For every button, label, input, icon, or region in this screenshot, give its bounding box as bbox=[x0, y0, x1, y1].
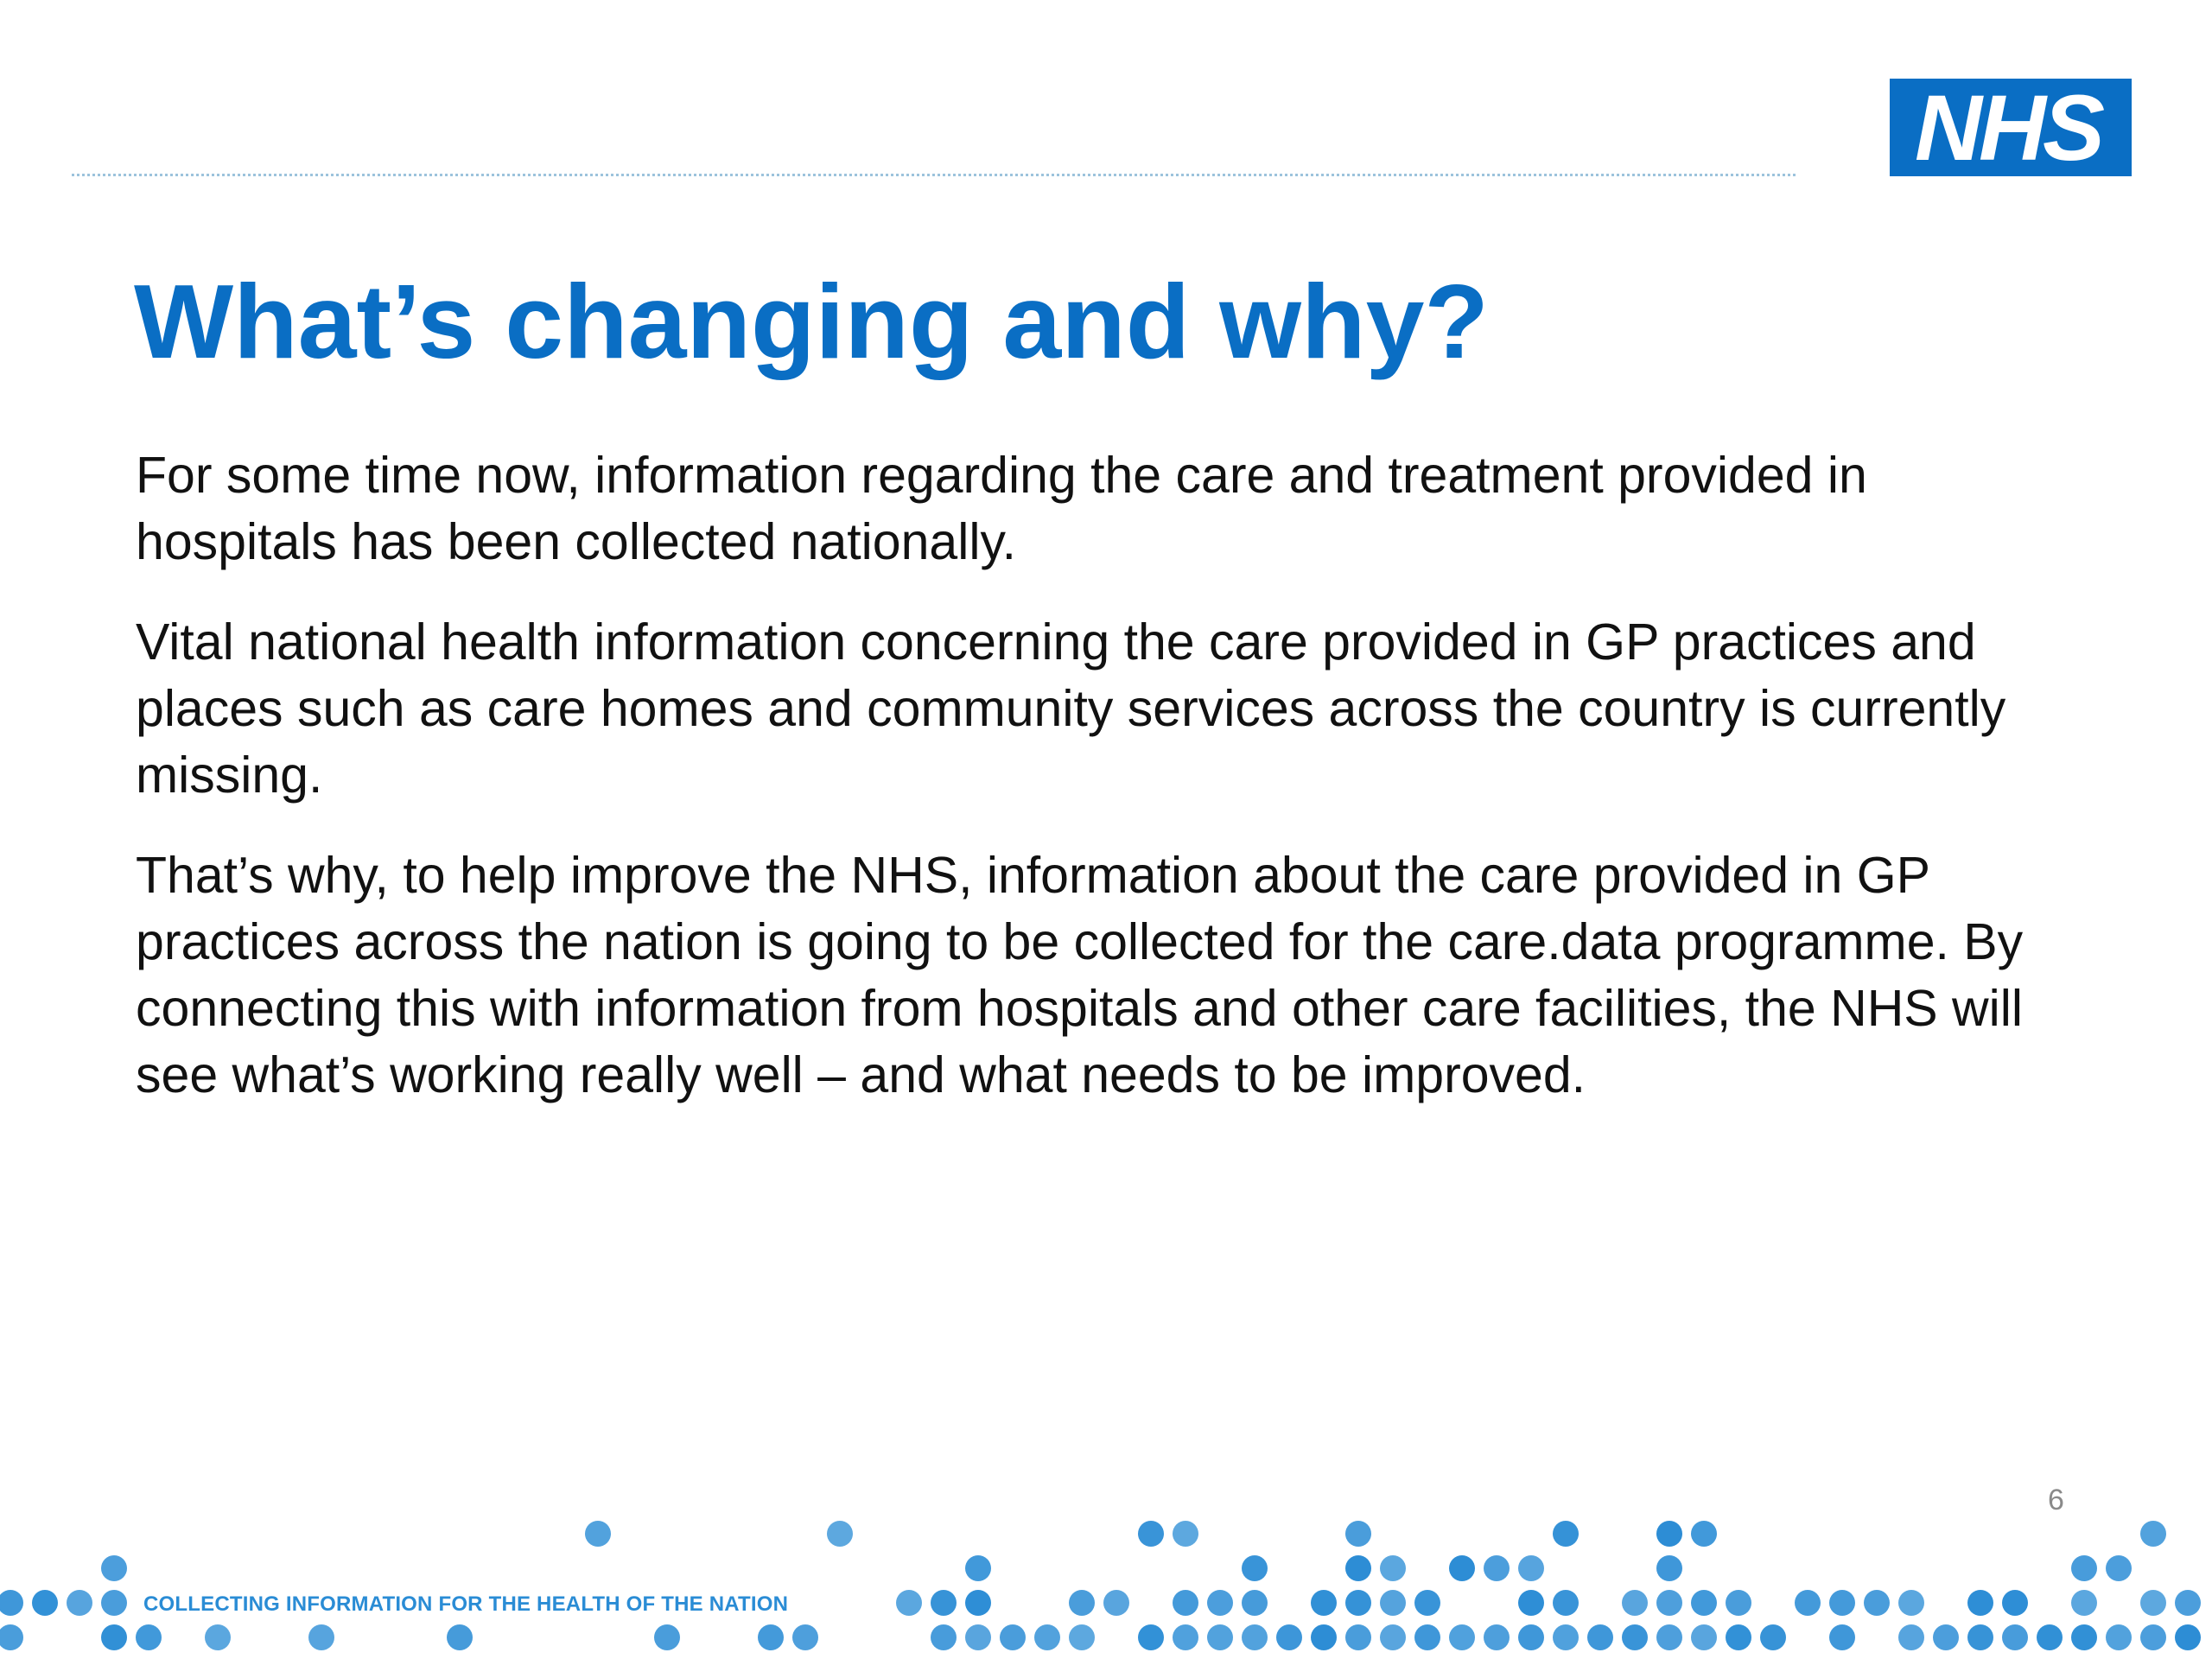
footer-dot bbox=[0, 1590, 23, 1616]
footer-dot bbox=[1345, 1590, 1371, 1616]
footer-dot bbox=[1967, 1590, 1993, 1616]
nhs-logo-text: NHS bbox=[1914, 74, 2102, 180]
footer-dot bbox=[1656, 1521, 1682, 1547]
footer-dot bbox=[1069, 1624, 1095, 1650]
footer-dot bbox=[2002, 1590, 2028, 1616]
footer-dot bbox=[1795, 1590, 1821, 1616]
footer-dot bbox=[1726, 1624, 1751, 1650]
footer-dot bbox=[2071, 1555, 2097, 1581]
footer-dot bbox=[1345, 1624, 1371, 1650]
footer-dot bbox=[1449, 1555, 1475, 1581]
slide-title: What’s changing and why? bbox=[134, 263, 1489, 380]
header-divider bbox=[72, 174, 1796, 176]
footer-dot bbox=[931, 1590, 957, 1616]
footer-dot bbox=[1380, 1590, 1406, 1616]
footer-dot bbox=[931, 1624, 957, 1650]
footer-dot bbox=[308, 1624, 334, 1650]
footer-dot bbox=[585, 1521, 611, 1547]
footer-dot bbox=[1760, 1624, 1786, 1650]
footer-dot bbox=[2140, 1521, 2166, 1547]
footer-dot bbox=[1242, 1555, 1268, 1581]
footer-dot bbox=[2071, 1624, 2097, 1650]
footer-dot bbox=[1311, 1624, 1337, 1650]
footer-dot bbox=[1933, 1624, 1959, 1650]
footer-dot bbox=[758, 1624, 784, 1650]
paragraph-2: Vital national health information concerning the care provided in GP practices and places such as care homes and community services across the country is currently missing. bbox=[136, 613, 2006, 804]
footer-dot bbox=[0, 1624, 23, 1650]
footer-dot bbox=[1103, 1590, 1129, 1616]
footer-dot bbox=[1484, 1555, 1510, 1581]
footer-dot bbox=[1138, 1624, 1164, 1650]
footer-dot bbox=[827, 1521, 853, 1547]
footer-dot bbox=[1311, 1590, 1337, 1616]
footer-dot bbox=[792, 1624, 818, 1650]
footer-dot bbox=[1276, 1624, 1302, 1650]
footer-dot bbox=[896, 1590, 922, 1616]
footer-dot bbox=[1173, 1521, 1198, 1547]
footer-dot bbox=[32, 1590, 58, 1616]
footer-dot bbox=[1345, 1555, 1371, 1581]
footer-dot bbox=[1380, 1555, 1406, 1581]
footer-dot bbox=[1518, 1590, 1544, 1616]
footer-dot bbox=[2140, 1624, 2166, 1650]
footer-dot bbox=[1069, 1590, 1095, 1616]
footer-dot bbox=[1622, 1590, 1648, 1616]
footer-dot bbox=[205, 1624, 231, 1650]
footer-dot bbox=[2037, 1624, 2063, 1650]
footer-dot bbox=[1000, 1624, 1026, 1650]
footer-dot bbox=[1207, 1590, 1233, 1616]
footer-dot bbox=[965, 1555, 991, 1581]
footer-dot bbox=[136, 1624, 162, 1650]
footer-dot bbox=[447, 1624, 473, 1650]
footer-dot bbox=[2175, 1590, 2201, 1616]
footer-dot bbox=[1242, 1590, 1268, 1616]
footer-dot bbox=[1380, 1624, 1406, 1650]
footer-dot bbox=[1829, 1624, 1855, 1650]
footer-dot bbox=[1518, 1624, 1544, 1650]
footer-dot bbox=[1691, 1521, 1717, 1547]
footer-dot bbox=[1207, 1624, 1233, 1650]
footer-dot bbox=[1449, 1624, 1475, 1650]
footer-dot bbox=[1898, 1624, 1924, 1650]
footer-dot bbox=[1484, 1624, 1510, 1650]
footer-dot bbox=[1656, 1624, 1682, 1650]
footer-dot bbox=[2002, 1624, 2028, 1650]
footer-dot bbox=[2106, 1624, 2132, 1650]
footer-dot bbox=[1138, 1521, 1164, 1547]
footer-dot bbox=[1414, 1590, 1440, 1616]
footer-dot bbox=[1553, 1624, 1579, 1650]
footer-tagline: COLLECTING INFORMATION FOR THE HEALTH OF THE NATION bbox=[143, 1592, 789, 1616]
footer-dot bbox=[2106, 1555, 2132, 1581]
footer-dot bbox=[965, 1590, 991, 1616]
footer-dot bbox=[1242, 1624, 1268, 1650]
footer-dot bbox=[1726, 1590, 1751, 1616]
footer-dot bbox=[1553, 1590, 1579, 1616]
footer-dot bbox=[1691, 1624, 1717, 1650]
footer-dot bbox=[1587, 1624, 1613, 1650]
footer-dot bbox=[1967, 1624, 1993, 1650]
footer-dot bbox=[101, 1555, 127, 1581]
footer-dot bbox=[101, 1624, 127, 1650]
footer-dot-pattern bbox=[0, 1503, 2212, 1659]
page-number: 6 bbox=[2048, 1484, 2064, 1516]
footer-dot bbox=[2071, 1590, 2097, 1616]
footer-dot bbox=[1898, 1590, 1924, 1616]
footer-dot bbox=[2140, 1590, 2166, 1616]
footer-dot bbox=[67, 1590, 92, 1616]
paragraph-3: That’s why, to help improve the NHS, information about the care provided in GP practices across the nation is going to be collected for the care.data programme. By connecting this with information from hospitals and other care facilities, the NHS will see what’s working really well – and what needs to be improved. bbox=[136, 847, 2024, 1103]
footer-dot bbox=[1656, 1590, 1682, 1616]
footer-dot bbox=[1553, 1521, 1579, 1547]
footer-dot bbox=[1656, 1555, 1682, 1581]
footer-dot bbox=[2175, 1624, 2201, 1650]
footer-dot bbox=[1414, 1624, 1440, 1650]
footer-dot bbox=[1345, 1521, 1371, 1547]
footer-dot bbox=[1829, 1590, 1855, 1616]
footer-dot bbox=[1622, 1624, 1648, 1650]
footer-dot bbox=[1034, 1624, 1060, 1650]
slide-body bbox=[136, 442, 2071, 1142]
footer-dot bbox=[1691, 1590, 1717, 1616]
paragraph-1: For some time now, information regarding the care and treatment provided in hospitals has been collected nationally. bbox=[136, 447, 1867, 570]
footer-dot bbox=[965, 1624, 991, 1650]
footer-dot bbox=[1173, 1624, 1198, 1650]
footer-dot bbox=[1864, 1590, 1890, 1616]
footer-dot bbox=[1518, 1555, 1544, 1581]
footer-dot bbox=[1173, 1590, 1198, 1616]
nhs-logo bbox=[1890, 74, 2132, 180]
footer-dot bbox=[101, 1590, 127, 1616]
footer-dot bbox=[654, 1624, 680, 1650]
